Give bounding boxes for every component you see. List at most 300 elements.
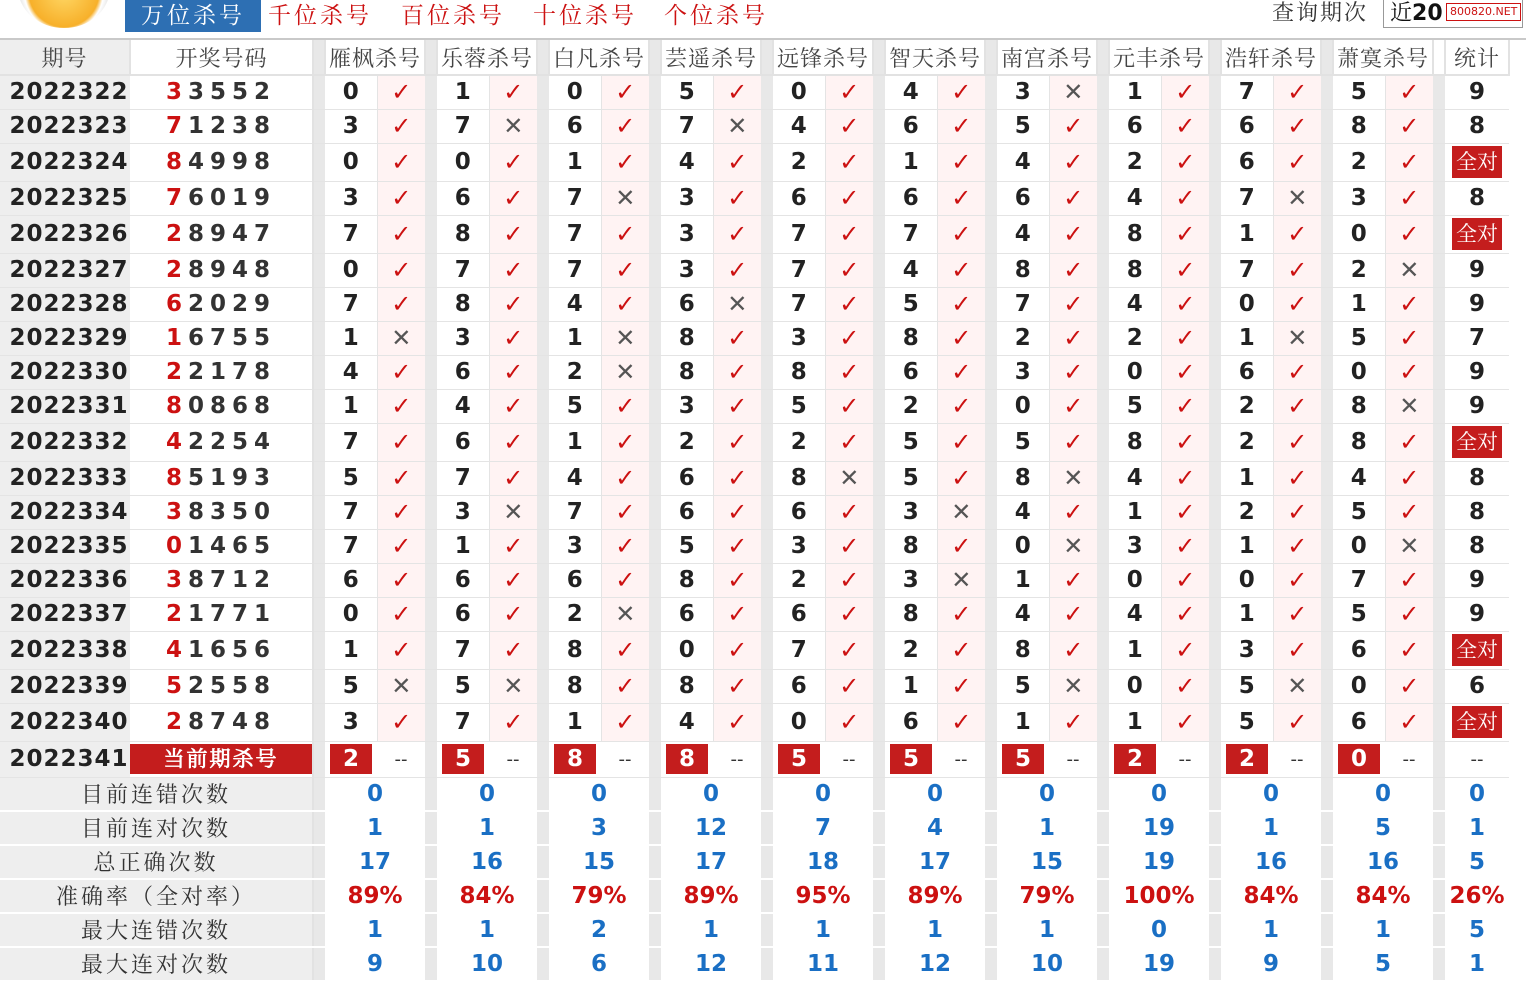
column-gap: [1433, 529, 1445, 563]
column-gap: [649, 143, 661, 181]
column-gap: [425, 777, 437, 811]
header-expert-8: 浩轩杀号: [1221, 40, 1321, 75]
column-gap: [313, 879, 325, 913]
period-cell: 2022329: [0, 321, 130, 355]
column-gap: [1433, 777, 1445, 811]
column-gap: [985, 597, 997, 631]
check-icon: ✓: [937, 253, 985, 287]
check-icon: ✓: [825, 75, 873, 109]
column-gap: [761, 631, 773, 669]
summary-stat: 26%: [1445, 879, 1509, 913]
kill-number: 4: [549, 461, 601, 495]
kill-number: 5: [997, 109, 1049, 143]
check-icon: ✓: [1385, 355, 1433, 389]
column-gap: [1433, 631, 1445, 669]
check-icon: ✓: [1273, 389, 1321, 423]
kill-number: 6: [437, 597, 489, 631]
check-icon: ✓: [1273, 253, 1321, 287]
check-icon: ✓: [713, 75, 761, 109]
column-gap: [761, 423, 773, 461]
check-icon: ✓: [489, 287, 537, 321]
column-gap: [1433, 321, 1445, 355]
draw-rest-digits: 5193: [188, 465, 277, 491]
summary-value: 17: [885, 845, 985, 879]
check-icon: ✓: [713, 461, 761, 495]
column-gap: [985, 741, 997, 777]
check-icon: ✓: [1049, 495, 1097, 529]
check-icon: ✓: [601, 423, 649, 461]
kill-number: 7: [325, 495, 377, 529]
kill-number: 5: [773, 389, 825, 423]
check-icon: ✓: [937, 321, 985, 355]
summary-row: [0, 879, 1509, 913]
check-icon: ✓: [1161, 253, 1209, 287]
draw-number-cell: [130, 703, 313, 741]
kill-number: 8: [885, 321, 937, 355]
column-gap: [1321, 321, 1333, 355]
cross-icon: ✕: [601, 597, 649, 631]
column-gap: [649, 253, 661, 287]
kill-number: 4: [997, 495, 1049, 529]
check-icon: ✓: [1049, 109, 1097, 143]
header-expert-2: 白凡杀号: [549, 40, 649, 75]
kill-number: 2: [1221, 423, 1273, 461]
stat-cell: 7: [1445, 321, 1509, 355]
column-gap: [537, 75, 549, 109]
summary-label: 准确率（全对率）: [0, 879, 313, 913]
cross-icon: ✕: [1385, 529, 1433, 563]
tab-3[interactable]: 十位杀号: [533, 3, 637, 29]
check-icon: ✓: [489, 215, 537, 253]
draw-first-digit: 0: [165, 533, 188, 559]
column-gap: [313, 741, 325, 777]
column-gap: [761, 40, 773, 75]
column-gap: [985, 287, 997, 321]
kill-number: 0: [1221, 287, 1273, 321]
column-gap: [425, 215, 437, 253]
summary-row: [0, 947, 1509, 981]
check-icon: ✓: [377, 461, 425, 495]
check-icon: ✓: [377, 631, 425, 669]
check-icon: ✓: [1385, 287, 1433, 321]
column-gap: [873, 913, 885, 947]
summary-value: 89%: [661, 879, 761, 913]
kill-number: 5: [885, 287, 937, 321]
kill-number: 4: [1109, 461, 1161, 495]
column-gap: [537, 423, 549, 461]
column-gap: [425, 109, 437, 143]
stat-cell: 8: [1445, 181, 1509, 215]
kill-number: 6: [997, 181, 1049, 215]
column-gap: [761, 741, 773, 777]
check-icon: ✓: [1385, 631, 1433, 669]
check-icon: ✓: [825, 215, 873, 253]
column-gap: [537, 913, 549, 947]
summary-label: 最大连错次数: [0, 913, 313, 947]
check-icon: ✓: [1049, 389, 1097, 423]
check-icon: ✓: [489, 703, 537, 741]
check-icon: ✓: [1161, 109, 1209, 143]
check-icon: ✓: [1161, 631, 1209, 669]
tab-2[interactable]: 百位杀号: [401, 3, 505, 29]
header-period: 期号: [0, 40, 130, 75]
column-gap: [873, 143, 885, 181]
check-icon: ✓: [713, 703, 761, 741]
column-gap: [649, 389, 661, 423]
check-icon: ✓: [1049, 355, 1097, 389]
kill-number: 3: [661, 389, 713, 423]
column-gap: [537, 143, 549, 181]
kill-number: 8: [997, 461, 1049, 495]
draw-rest-digits: 6755: [188, 325, 277, 351]
column-gap: [649, 181, 661, 215]
draw-first-digit: 2: [165, 601, 188, 627]
column-gap: [1321, 423, 1333, 461]
check-icon: ✓: [1049, 563, 1097, 597]
summary-row: [0, 845, 1509, 879]
cross-icon: ✕: [1049, 669, 1097, 703]
column-gap: [649, 777, 661, 811]
column-gap: [425, 947, 437, 981]
kill-number: 8: [773, 355, 825, 389]
column-gap: [649, 631, 661, 669]
column-gap: [425, 495, 437, 529]
column-gap: [1097, 109, 1109, 143]
summary-value: 84%: [1333, 879, 1433, 913]
column-gap: [649, 75, 661, 109]
draw-first-digit: 7: [165, 113, 188, 139]
stat-cell: 9: [1445, 75, 1509, 109]
column-gap: [425, 40, 437, 75]
kill-number: 0: [1333, 215, 1385, 253]
summary-value: 1: [885, 913, 985, 947]
check-icon: ✓: [377, 495, 425, 529]
kill-number: 1: [325, 389, 377, 423]
kill-number: 1: [549, 423, 601, 461]
check-icon: ✓: [377, 423, 425, 461]
column-gap: [649, 563, 661, 597]
draw-number-cell: [130, 109, 313, 143]
kill-number: 6: [661, 461, 713, 495]
check-icon: ✓: [937, 181, 985, 215]
check-icon: ✓: [1161, 529, 1209, 563]
column-gap: [649, 703, 661, 741]
kill-number: 0: [997, 529, 1049, 563]
column-gap: [985, 879, 997, 913]
draw-number-cell: [130, 355, 313, 389]
check-icon: ✓: [1273, 563, 1321, 597]
kill-number: 0: [325, 75, 377, 109]
column-gap: [1321, 703, 1333, 741]
top-bar: [0, 0, 1526, 40]
kill-number: 8: [549, 631, 601, 669]
column-gap: [1321, 287, 1333, 321]
column-gap: [313, 495, 325, 529]
check-icon: ✓: [825, 355, 873, 389]
check-icon: ✓: [1161, 75, 1209, 109]
kill-number: 4: [1109, 597, 1161, 631]
check-icon: ✓: [1049, 423, 1097, 461]
draw-number-cell: [130, 631, 313, 669]
kill-number: 5: [437, 669, 489, 703]
stat-cell: [1445, 631, 1509, 669]
draw-first-digit: 4: [165, 429, 188, 455]
kill-number: 4: [549, 287, 601, 321]
column-gap: [761, 529, 773, 563]
kill-number: 7: [549, 253, 601, 287]
column-gap: [985, 389, 997, 423]
summary-value: 1: [1221, 913, 1321, 947]
column-gap: [1321, 181, 1333, 215]
check-icon: ✓: [1161, 669, 1209, 703]
column-gap: [761, 563, 773, 597]
summary-value: 1: [661, 913, 761, 947]
kill-number: 8: [1333, 109, 1385, 143]
stat-cell: 9: [1445, 389, 1509, 423]
column-gap: [1209, 669, 1221, 703]
check-icon: ✓: [601, 143, 649, 181]
check-icon: ✓: [1049, 321, 1097, 355]
column-gap: [537, 811, 549, 845]
draw-number-cell: [130, 253, 313, 287]
check-icon: ✓: [601, 495, 649, 529]
kill-number: 6: [1221, 143, 1273, 181]
column-gap: [1209, 495, 1221, 529]
kill-number: 7: [437, 253, 489, 287]
current-kill-button[interactable]: 当前期杀号: [130, 744, 312, 774]
cross-icon: ✕: [601, 321, 649, 355]
column-gap: [1321, 913, 1333, 947]
summary-value: 0: [885, 777, 985, 811]
summary-value: 1: [773, 913, 873, 947]
column-gap: [761, 181, 773, 215]
column-gap: [985, 423, 997, 461]
check-icon: ✓: [1273, 495, 1321, 529]
draw-number-cell: [130, 597, 313, 631]
summary-value: 89%: [325, 879, 425, 913]
check-icon: ✓: [1385, 461, 1433, 495]
kill-number: 6: [437, 563, 489, 597]
kill-number: 6: [773, 181, 825, 215]
table-row: [0, 461, 1509, 495]
column-gap: [1321, 669, 1333, 703]
column-gap: [873, 597, 885, 631]
check-icon: ✓: [377, 563, 425, 597]
check-icon: ✓: [713, 597, 761, 631]
kill-number: 3: [1333, 181, 1385, 215]
period-cell: 2022337: [0, 597, 130, 631]
cross-icon: ✕: [937, 563, 985, 597]
kill-number: 6: [1109, 109, 1161, 143]
check-icon: ✓: [377, 75, 425, 109]
draw-number-cell: [130, 563, 313, 597]
check-icon: ✓: [713, 631, 761, 669]
kill-number: 6: [773, 495, 825, 529]
kill-number: 6: [1333, 703, 1385, 741]
kill-number: 5: [1109, 389, 1161, 423]
column-gap: [1209, 913, 1221, 947]
summary-value: 17: [661, 845, 761, 879]
column-gap: [873, 389, 885, 423]
check-icon: ✓: [937, 75, 985, 109]
summary-value: 0: [997, 777, 1097, 811]
kill-number: 7: [325, 423, 377, 461]
column-gap: [1097, 389, 1109, 423]
tab-1[interactable]: 千位杀号: [268, 3, 372, 29]
cross-icon: ✕: [825, 461, 873, 495]
kill-number: 1: [325, 631, 377, 669]
kill-number: 0: [773, 75, 825, 109]
column-gap: [873, 287, 885, 321]
check-icon: ✓: [1161, 143, 1209, 181]
column-gap: [1209, 529, 1221, 563]
column-gap: [1433, 597, 1445, 631]
check-icon: ✓: [1385, 75, 1433, 109]
kill-number: 7: [1221, 181, 1273, 215]
current-kill-number: 8: [554, 744, 596, 774]
check-icon: ✓: [377, 597, 425, 631]
kill-number: 3: [437, 321, 489, 355]
column-gap: [1097, 321, 1109, 355]
kill-number: 6: [661, 287, 713, 321]
check-icon: ✓: [377, 529, 425, 563]
draw-first-digit: 2: [165, 221, 188, 247]
column-gap: [761, 143, 773, 181]
check-icon: ✓: [489, 461, 537, 495]
summary-row: [0, 913, 1509, 947]
check-icon: ✓: [937, 597, 985, 631]
table-row: [0, 287, 1509, 321]
summary-value: 7: [773, 811, 873, 845]
draw-number-cell: [130, 389, 313, 423]
column-gap: [873, 845, 885, 879]
kill-number: 8: [437, 287, 489, 321]
kill-number: 6: [1221, 109, 1273, 143]
check-icon: ✓: [1273, 631, 1321, 669]
tab-4[interactable]: 个位杀号: [664, 3, 768, 29]
kill-number: 5: [1221, 669, 1273, 703]
cross-icon: ✕: [1273, 181, 1321, 215]
stat-cell: 8: [1445, 495, 1509, 529]
check-icon: ✓: [937, 215, 985, 253]
kill-number: 1: [1333, 287, 1385, 321]
kill-number: 3: [1109, 529, 1161, 563]
column-gap: [1321, 355, 1333, 389]
draw-first-digit: 8: [165, 465, 188, 491]
column-gap: [1209, 879, 1221, 913]
column-gap: [1097, 355, 1109, 389]
table-row: [0, 253, 1509, 287]
check-icon: ✓: [377, 355, 425, 389]
current-kill-number: 2: [330, 744, 372, 774]
column-gap: [537, 109, 549, 143]
check-icon: ✓: [713, 215, 761, 253]
check-icon: ✓: [601, 703, 649, 741]
column-gap: [649, 355, 661, 389]
summary-value: 1: [437, 913, 537, 947]
column-gap: [1321, 75, 1333, 109]
kill-number: 6: [773, 597, 825, 631]
column-gap: [537, 181, 549, 215]
summary-value: 4: [885, 811, 985, 845]
kill-number: 6: [437, 355, 489, 389]
table-row: [0, 529, 1509, 563]
all-correct-badge: 全对: [1452, 218, 1502, 250]
column-gap: [985, 181, 997, 215]
column-gap: [761, 287, 773, 321]
check-icon: ✓: [489, 631, 537, 669]
summary-value: 1: [1333, 913, 1433, 947]
cross-icon: ✕: [601, 181, 649, 215]
check-icon: ✓: [1385, 703, 1433, 741]
check-icon: ✓: [1161, 215, 1209, 253]
check-icon: ✓: [377, 181, 425, 215]
summary-value: 19: [1109, 811, 1209, 845]
check-icon: ✓: [1385, 181, 1433, 215]
column-gap: [1321, 40, 1333, 75]
kill-number: 8: [997, 253, 1049, 287]
column-gap: [1097, 75, 1109, 109]
column-gap: [1209, 355, 1221, 389]
draw-rest-digits: 2178: [188, 359, 277, 385]
kill-number: 0: [1333, 355, 1385, 389]
column-gap: [1209, 143, 1221, 181]
column-gap: [1433, 845, 1445, 879]
check-icon: ✓: [713, 669, 761, 703]
current-kill-number-cell: [549, 741, 601, 777]
column-gap: [313, 529, 325, 563]
summary-value: 79%: [549, 879, 649, 913]
column-gap: [1321, 563, 1333, 597]
kill-number: 3: [773, 529, 825, 563]
column-gap: [1097, 879, 1109, 913]
current-kill-number-cell: [885, 741, 937, 777]
logo: [18, 0, 110, 28]
summary-value: 79%: [997, 879, 1097, 913]
cross-icon: ✕: [489, 495, 537, 529]
cross-icon: ✕: [489, 109, 537, 143]
kill-number: 4: [885, 253, 937, 287]
column-gap: [649, 669, 661, 703]
query-prefix: 近: [1390, 1, 1413, 26]
summary-value: 19: [1109, 845, 1209, 879]
column-gap: [313, 669, 325, 703]
check-icon: ✓: [1161, 597, 1209, 631]
cross-icon: ✕: [377, 321, 425, 355]
kill-number: 4: [1109, 181, 1161, 215]
tab-0[interactable]: 万位杀号: [125, 0, 261, 32]
kill-number: 1: [437, 529, 489, 563]
column-gap: [537, 947, 549, 981]
column-gap: [425, 75, 437, 109]
header-draw-number: 开奖号码: [130, 40, 313, 75]
kill-number: 7: [325, 529, 377, 563]
cross-icon: ✕: [1049, 461, 1097, 495]
column-gap: [313, 703, 325, 741]
column-gap: [1097, 143, 1109, 181]
column-gap: [1433, 287, 1445, 321]
draw-first-digit: 8: [165, 393, 188, 419]
check-icon: ✓: [601, 461, 649, 495]
column-gap: [1097, 461, 1109, 495]
kill-number: 5: [1221, 703, 1273, 741]
column-gap: [761, 215, 773, 253]
draw-rest-digits: 0868: [188, 393, 277, 419]
column-gap: [1321, 529, 1333, 563]
pending-mark: --: [937, 741, 985, 777]
kill-number: 3: [1221, 631, 1273, 669]
column-gap: [1433, 461, 1445, 495]
